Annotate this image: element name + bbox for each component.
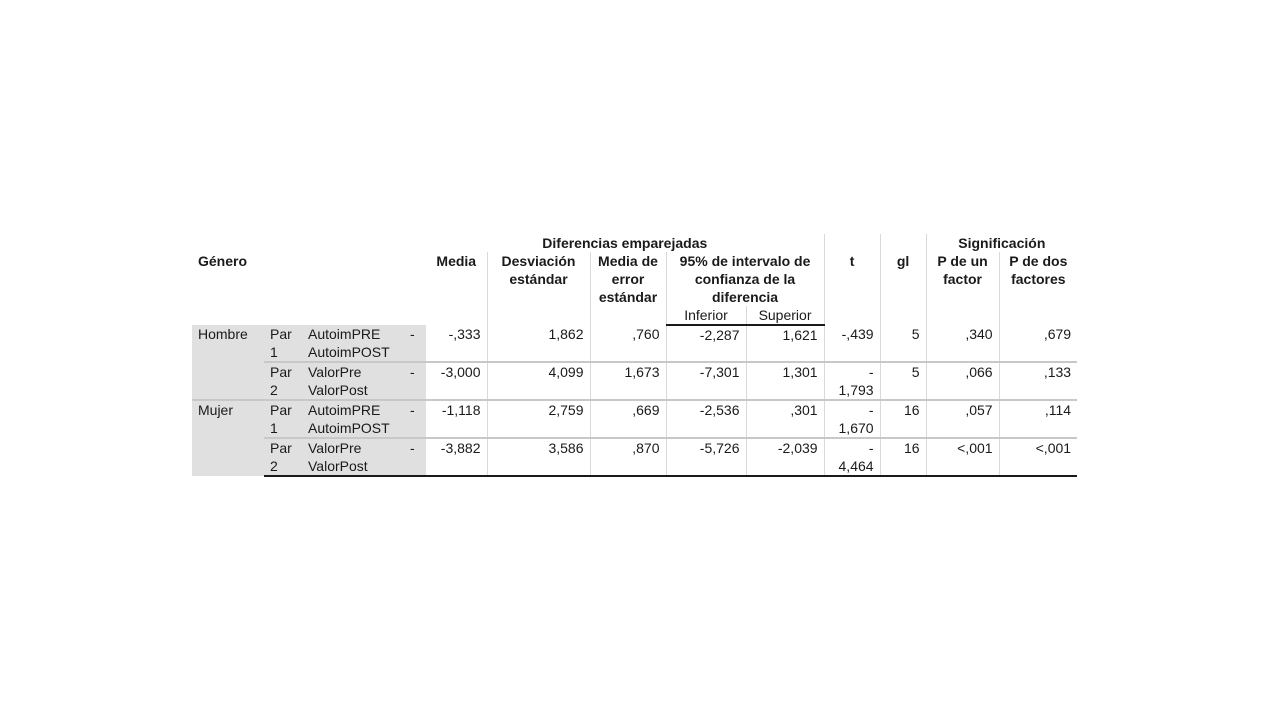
cell-superior: 1,301 <box>746 362 824 400</box>
header-gl: gl <box>880 252 926 325</box>
header-media-error-estandar: Media de error estándar <box>590 252 666 325</box>
row-dash: - <box>410 400 426 438</box>
cell-desviacion: 2,759 <box>487 400 590 438</box>
table-row <box>192 325 1077 362</box>
header-p-dos-factores: P de dos factores <box>999 252 1077 325</box>
row-genero-mujer: Mujer <box>192 400 264 476</box>
header-intervalo-confianza: 95% de intervalo de confianza de la diferencia <box>666 252 824 306</box>
cell-t: - 1,670 <box>824 400 880 438</box>
cell-t: - 4,464 <box>824 438 880 476</box>
header-significacion: Significación <box>926 234 1077 252</box>
row-par: Par 1 <box>264 400 302 438</box>
header-media: Media <box>436 253 477 269</box>
cell-inferior: -2,287 <box>666 325 746 362</box>
row-dash: - <box>410 325 426 362</box>
cell-inferior: -2,536 <box>666 400 746 438</box>
row-par: Par 1 <box>264 325 302 362</box>
cell-media-error: ,870 <box>590 438 666 476</box>
header-p-un-factor: P de un factor <box>926 252 999 325</box>
cell-media: -3,000 <box>426 362 487 400</box>
cell-gl: 5 <box>880 325 926 362</box>
cell-p-un: <,001 <box>926 438 999 476</box>
row-par: Par 2 <box>264 438 302 476</box>
table-row <box>192 438 1077 476</box>
row-par: Par 2 <box>264 362 302 400</box>
row-variables: AutoimPRE AutoimPOST <box>302 400 410 438</box>
cell-inferior: -5,726 <box>666 438 746 476</box>
cell-media: -3,882 <box>426 438 487 476</box>
cell-p-un: ,066 <box>926 362 999 400</box>
cell-p-dos: ,133 <box>999 362 1077 400</box>
cell-gl: 16 <box>880 400 926 438</box>
cell-p-dos: ,114 <box>999 400 1077 438</box>
cell-t: -,439 <box>824 325 880 362</box>
cell-p-un: ,340 <box>926 325 999 362</box>
cell-media: -1,118 <box>426 400 487 438</box>
cell-media-error: ,669 <box>590 400 666 438</box>
cell-desviacion: 1,862 <box>487 325 590 362</box>
row-dash: - <box>410 438 426 476</box>
cell-inferior: -7,301 <box>666 362 746 400</box>
cell-p-dos: <,001 <box>999 438 1077 476</box>
row-genero-hombre: Hombre <box>192 325 264 400</box>
row-dash: - <box>410 362 426 400</box>
cell-t: - 1,793 <box>824 362 880 400</box>
row-variables: ValorPre ValorPost <box>302 438 410 476</box>
table-row <box>192 362 1077 400</box>
row-variables: AutoimPRE AutoimPOST <box>302 325 410 362</box>
paired-samples-test-table <box>192 234 1077 477</box>
cell-media-error: 1,673 <box>590 362 666 400</box>
cell-superior: 1,621 <box>746 325 824 362</box>
header-superior: Superior <box>746 306 824 325</box>
cell-superior: -2,039 <box>746 438 824 476</box>
header-genero: Género <box>198 253 248 269</box>
cell-superior: ,301 <box>746 400 824 438</box>
cell-gl: 5 <box>880 362 926 400</box>
header-inferior: Inferior <box>666 306 746 325</box>
row-variables: ValorPre ValorPost <box>302 362 410 400</box>
header-diferencias-emparejadas: Diferencias emparejadas <box>542 235 708 251</box>
cell-media: -,333 <box>448 326 481 342</box>
cell-p-dos: ,679 <box>999 325 1077 362</box>
header-desviacion-estandar: Desviación estándar <box>487 252 590 325</box>
cell-media-error: ,760 <box>590 325 666 362</box>
cell-gl: 16 <box>880 438 926 476</box>
cell-desviacion: 4,099 <box>487 362 590 400</box>
table-row <box>192 400 1077 438</box>
header-t: t <box>824 252 880 325</box>
cell-p-un: ,057 <box>926 400 999 438</box>
cell-desviacion: 3,586 <box>487 438 590 476</box>
